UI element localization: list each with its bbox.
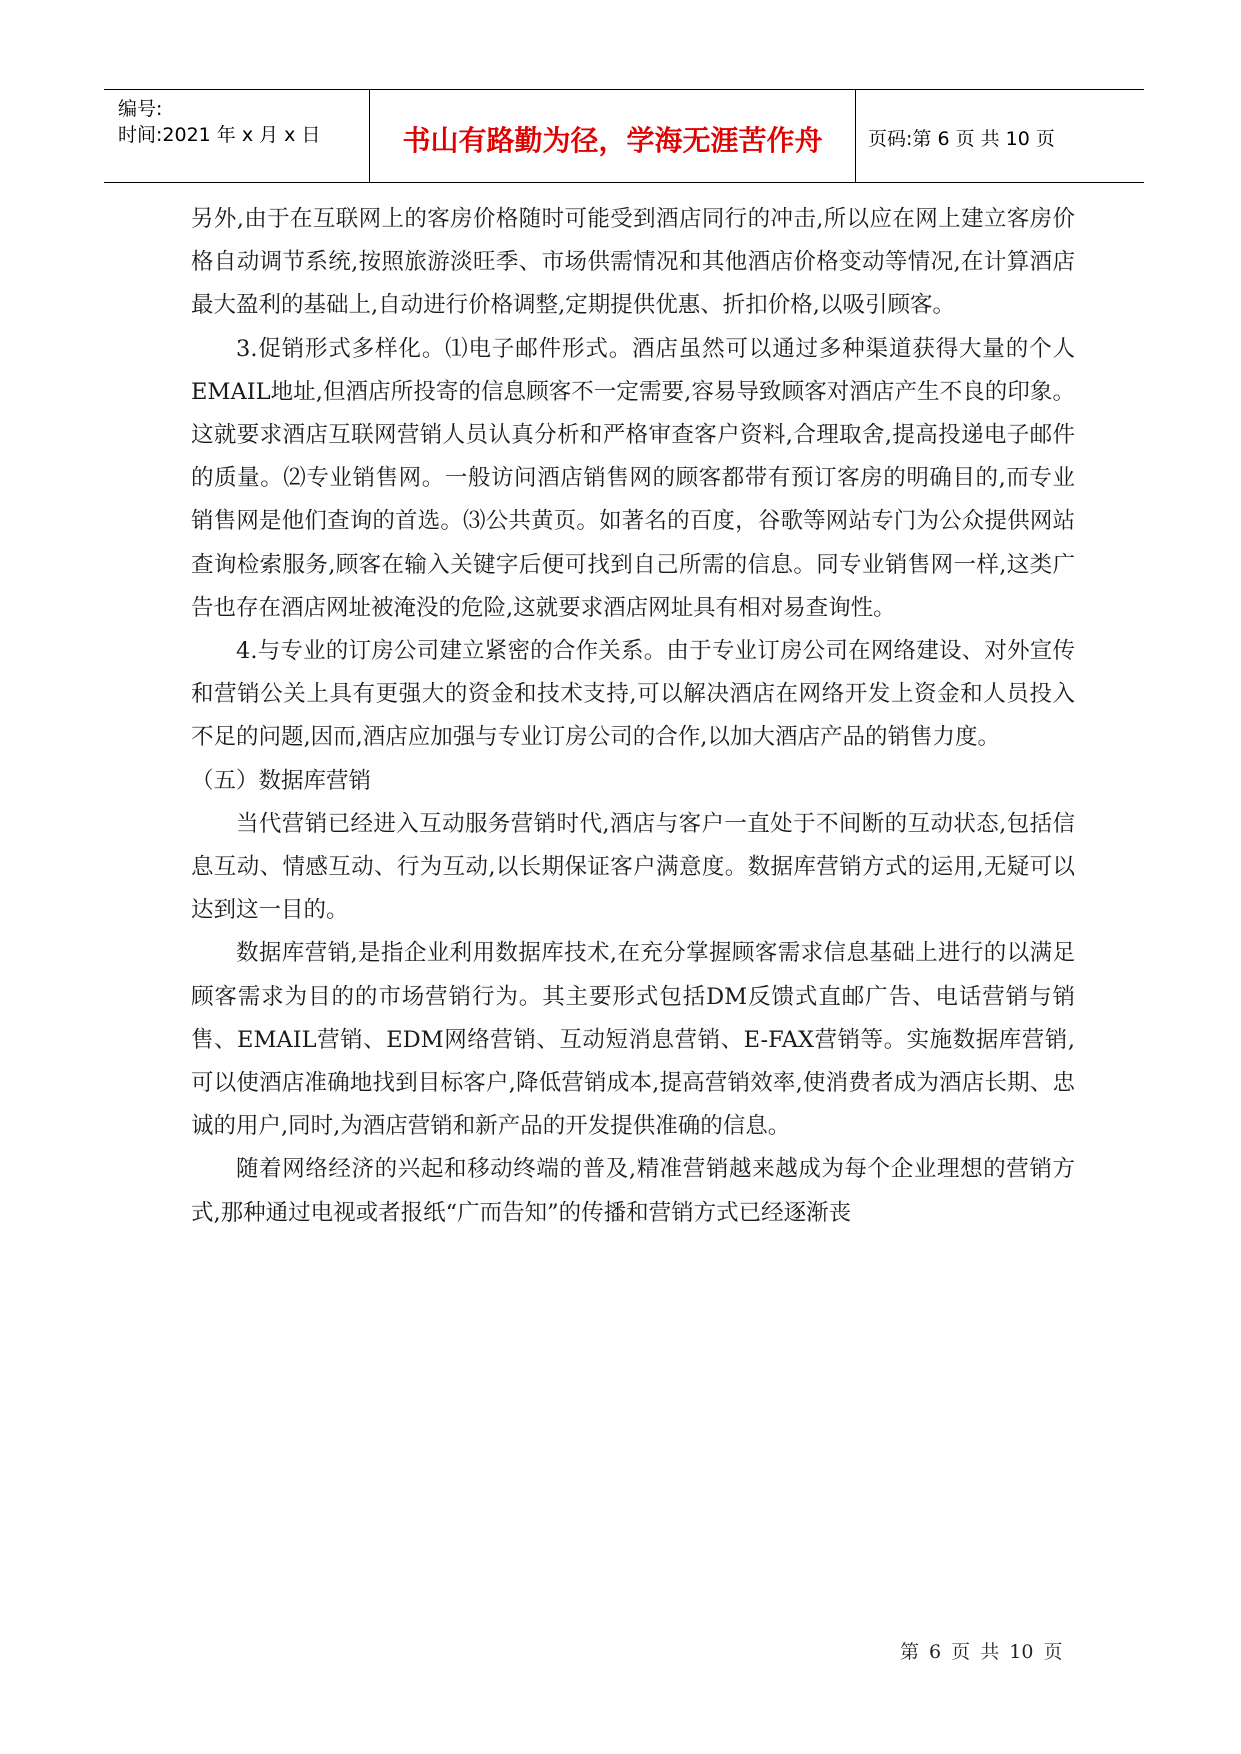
page-footer: 第 6 页 共 10 页 <box>900 1641 1063 1663</box>
document-header <box>104 89 1144 183</box>
header-motto-cell <box>369 90 856 182</box>
header-info-cell <box>104 90 369 182</box>
header-page-number: 页码:第 6 页 共 10 页 <box>868 128 1055 150</box>
header-page-cell <box>856 90 1144 182</box>
section-heading: （五）数据库营销 <box>191 767 372 794</box>
body-paragraph: 随着网络经济的兴起和移动终端的普及,精准营销越来越成为每个企业理想的营销方式,那种通过电视或者报纸“广而告知”的传播和营销方式已经逐渐丧 <box>191 1156 1075 1226</box>
header-motto: 书山有路勤为径，学海无涯苦作舟 <box>402 124 823 157</box>
body-paragraph: 当代营销已经进入互动服务营销时代,酒店与客户一直处于不间断的互动状态,包括信息互动、情感互动、行为互动,以长期保证客户满意度。数据库营销方式的运用,无疑可以达到这一目的。 <box>191 810 1075 924</box>
body-paragraph: 另外,由于在互联网上的客房价格随时可能受到酒店同行的冲击,所以应在网上建立客房价格自动调节系统,按照旅游淡旺季、市场供需情况和其他酒店价格变动等情况,在计算酒店最大盈利的基础上,自动进行价格调整,定期提供优惠、折扣价格,以吸引顾客。 <box>191 206 1075 319</box>
document-time-label: 时间:2021 年 x 月 x 日 <box>118 124 321 146</box>
body-paragraph: 3.促销形式多样化。⑴电子邮件形式。酒店虽然可以通过多种渠道获得大量的个人EMAIL地址,但酒店所投寄的信息顾客不一定需要,容易导致顾客对酒店产生不良的印象。这就要求酒店互联网营销人员认真分析和严格审查客户资料,合理取舍,提高投递电子邮件的质量。⑵专业销售网。一般访问酒店销售网的顾客都带有预订客房的明确目的,而专业销售网是他们查询的首选。⑶公共黄页。如著名的百度，谷歌等网站专门为公众提供网站查询检索服务,顾客在输入关键字后便可找到自己所需的信息。同专业销售网一样,这类广告也存在酒店网址被淹没的危险,这就要求酒店网址具有相对易查询性。 <box>191 335 1075 621</box>
body-paragraph: 数据库营销,是指企业利用数据库技术,在充分掌握顾客需求信息基础上进行的以满足顾客需求为目的的市场营销行为。其主要形式包括DM反馈式直邮广告、电话营销与销售、EMAIL营销、EDM网络营销、互动短消息营销、E-FAX营销等。实施数据库营销,可以使酒店准确地找到目标客户,降低营销成本,提高营销效率,使消费者成为酒店长期、忠诚的用户,同时,为酒店营销和新产品的开发提供准确的信息。 <box>191 940 1075 1140</box>
document-body <box>191 198 1075 1235</box>
document-number-label: 编号: <box>118 98 163 120</box>
body-paragraph: 4.与专业的订房公司建立紧密的合作关系。由于专业订房公司在网络建设、对外宣传和营销公关上具有更强大的资金和技术支持,可以解决酒店在网络开发上资金和人员投入不足的问题,因而,酒店应加强与专业订房公司的合作,以加大酒店产品的销售力度。 <box>191 638 1075 751</box>
